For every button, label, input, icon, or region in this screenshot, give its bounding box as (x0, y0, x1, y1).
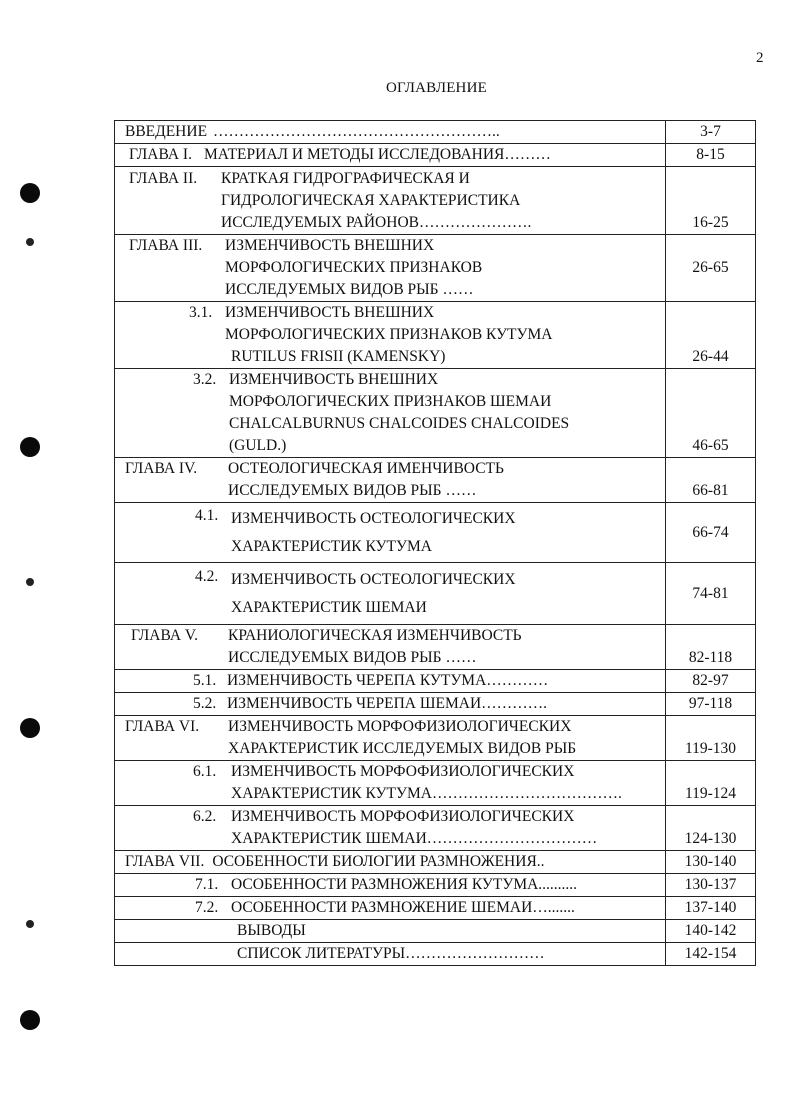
toc-entry-line: ИЗМЕНЧИВОСТЬ МОРФОФИЗИОЛОГИЧЕСКИХ (231, 808, 575, 825)
toc-label: ГЛАВА VI. (125, 718, 200, 735)
toc-row-chapter-7 (115, 851, 756, 874)
toc-entry-line: ИЗМЕНЧИВОСТЬ ОСТЕОЛОГИЧЕСКИХ (231, 509, 516, 527)
toc-entry-text: ИЗМЕНЧИВОСТЬ ЧЕРЕПА КУТУМА………… (227, 672, 549, 689)
toc-row-references (115, 943, 756, 966)
toc-row-introduction (115, 121, 756, 144)
toc-page-range: 66-81 (666, 458, 756, 503)
toc-label: ГЛАВА IV. (125, 460, 198, 477)
toc-row-section-4-2 (115, 563, 756, 625)
toc-page-range: 46-65 (666, 369, 756, 458)
toc-label: ГЛАВА III. (129, 237, 203, 254)
toc-entry-line: КРАТКАЯ ГИДРОГРАФИЧЕСКАЯ И (221, 170, 470, 187)
toc-row-chapter-6 (115, 716, 756, 761)
toc-entry-line: ИЗМЕНЧИВОСТЬ ВНЕШНИХ (229, 371, 439, 388)
toc-row-section-6-2 (115, 806, 756, 851)
toc-entry-line: ХАРАКТЕРИСТИК ШЕМАИ…………………………… (231, 830, 598, 847)
toc-row-chapter-1 (115, 144, 756, 167)
toc-entry-line: МОРФОЛОГИЧЕСКИХ ПРИЗНАКОВ КУТУМА (225, 326, 553, 343)
toc-row-chapter-2 (115, 167, 756, 235)
toc-page-range: 119-130 (666, 716, 756, 761)
toc-entry-line: (GULD.) (229, 437, 287, 454)
toc-label: ВВЕДЕНИЕ (125, 123, 208, 140)
toc-label: 4.2. (195, 567, 219, 585)
toc-page-range: 137-140 (666, 897, 756, 920)
scan-mark (26, 578, 34, 586)
toc-entry-line: ГИДРОЛОГИЧЕСКАЯ ХАРАКТЕРИСТИКА (221, 192, 521, 209)
toc-entry-line: ОСТЕОЛОГИЧЕСКАЯ ИМЕНЧИВОСТЬ (228, 460, 504, 477)
toc-page-range: 97-118 (666, 693, 756, 716)
toc-entry-line: МОРФОЛОГИЧЕСКИХ ПРИЗНАКОВ (225, 259, 483, 276)
toc-entry-line: КРАНИОЛОГИЧЕСКАЯ ИЗМЕНЧИВОСТЬ (228, 627, 522, 644)
toc-entry-line: ХАРАКТЕРИСТИК ШЕМАИ (231, 598, 427, 616)
toc-entry-line: ИЗМЕНЧИВОСТЬ МОРФОФИЗИОЛОГИЧЕСКИХ (228, 718, 572, 735)
toc-label: ГЛАВА V. (131, 627, 199, 644)
toc-page-range: 124-130 (666, 806, 756, 851)
toc-row-section-3-1 (115, 302, 756, 369)
toc-row-section-4-1 (115, 503, 756, 563)
toc-entry-line: CHALCALBURNUS CHALCOIDES CHALCOIDES (229, 415, 570, 432)
toc-entry-line: ИЗМЕНЧИВОСТЬ ВНЕШНИХ (225, 304, 435, 321)
toc-page-range: 26-44 (666, 302, 756, 369)
toc-row-chapter-4 (115, 458, 756, 503)
toc-entry-line: ИССЛЕДУЕМЫХ ВИДОВ РЫБ …… (228, 482, 477, 499)
toc-page-range: 82-97 (666, 670, 756, 693)
toc-page-range: 130-140 (666, 851, 756, 874)
toc-page-range: 8-15 (666, 144, 756, 167)
toc-page-range: 74-81 (666, 563, 756, 625)
punch-hole (20, 437, 40, 457)
toc-page-range: 142-154 (666, 943, 756, 966)
punch-hole (20, 183, 40, 203)
toc-entry-text: МАТЕРИАЛ И МЕТОДЫ ИССЛЕДОВАНИЯ……… (203, 146, 551, 163)
toc-label: ГЛАВА VII. (125, 853, 205, 870)
toc-entry-text: ИЗМЕНЧИВОСТЬ ЧЕРЕПА ШЕМАИ…………. (227, 695, 548, 712)
toc-entry-text: СПИСОК ЛИТЕРАТУРЫ……………………… (237, 945, 545, 962)
toc-entry-text: ……………………………………………….. (213, 123, 500, 140)
toc-row-section-6-1 (115, 761, 756, 806)
toc-label: 5.1. (193, 672, 217, 689)
toc-label: 6.1. (193, 763, 217, 780)
toc-entry-text: ВЫВОДЫ (237, 922, 306, 939)
toc-row-chapter-3 (115, 235, 756, 302)
toc-table (114, 120, 756, 966)
toc-row-section-5-2 (115, 693, 756, 716)
toc-entry-line: МОРФОЛОГИЧЕСКИХ ПРИЗНАКОВ ШЕМАИ (229, 393, 552, 410)
toc-row-section-3-2 (115, 369, 756, 458)
toc-entry-line: ИЗМЕНЧИВОСТЬ ВНЕШНИХ (225, 237, 435, 254)
toc-label: 5.2. (193, 695, 217, 712)
toc-entry-line: ИССЛЕДУЕМЫХ ВИДОВ РЫБ …… (228, 649, 477, 666)
punch-hole (20, 718, 40, 738)
scan-mark (26, 920, 34, 928)
toc-label: 3.2. (193, 371, 217, 388)
toc-entry-text: ОСОБЕННОСТИ РАЗМНОЖЕНИЯ КУТУМА.......... (231, 876, 578, 893)
toc-label: 3.1. (189, 304, 213, 321)
toc-label: ГЛАВА I. (129, 146, 192, 163)
toc-page-range: 82-118 (666, 625, 756, 670)
toc-title: ОГЛАВЛЕНИЕ (386, 80, 487, 96)
toc-label: 7.2. (195, 899, 219, 916)
toc-entry-line: ИССЛЕДУЕМЫХ РАЙОНОВ…………………. (221, 214, 532, 231)
toc-page-range: 26-65 (666, 235, 756, 302)
toc-label: 6.2. (193, 808, 217, 825)
toc-row-section-5-1 (115, 670, 756, 693)
toc-page-range: 3-7 (666, 121, 756, 144)
toc-entry-line: ХАРАКТЕРИСТИК КУТУМА (231, 537, 432, 555)
toc-label: 4.1. (195, 506, 219, 524)
toc-entry-line: RUTILUS FRISII (KAMENSKY) (231, 348, 446, 365)
toc-label: 7.1. (195, 876, 219, 893)
toc-entry-line: ХАРАКТЕРИСТИК ИССЛЕДУЕМЫХ ВИДОВ РЫБ (228, 740, 577, 757)
toc-row-section-7-1 (115, 874, 756, 897)
toc-label: ГЛАВА II. (129, 170, 198, 187)
toc-entry-line: ИССЛЕДУЕМЫХ ВИДОВ РЫБ …… (225, 281, 474, 298)
toc-page-range: 66-74 (666, 503, 756, 563)
toc-page-range: 16-25 (666, 167, 756, 235)
toc-entry-line: ИЗМЕНЧИВОСТЬ ОСТЕОЛОГИЧЕСКИХ (231, 570, 516, 588)
page-number: 2 (756, 50, 764, 66)
toc-page-range: 140-142 (666, 920, 756, 943)
toc-entry-line: ХАРАКТЕРИСТИК КУТУМА………………………………. (231, 785, 622, 802)
punch-hole (20, 1010, 40, 1030)
toc-page-range: 130-137 (666, 874, 756, 897)
toc-entry-text: ОСОБЕННОСТИ РАЗМНОЖЕНИЕ ШЕМАИ…....... (231, 899, 575, 916)
toc-entry-text: ОСОБЕННОСТИ БИОЛОГИИ РАЗМНОЖЕНИЯ.. (212, 853, 545, 870)
toc-entry-line: ИЗМЕНЧИВОСТЬ МОРФОФИЗИОЛОГИЧЕСКИХ (231, 763, 575, 780)
toc-page-range: 119-124 (666, 761, 756, 806)
toc-row-section-7-2 (115, 897, 756, 920)
toc-row-chapter-5 (115, 625, 756, 670)
scan-mark (26, 238, 34, 246)
toc-row-conclusions (115, 920, 756, 943)
